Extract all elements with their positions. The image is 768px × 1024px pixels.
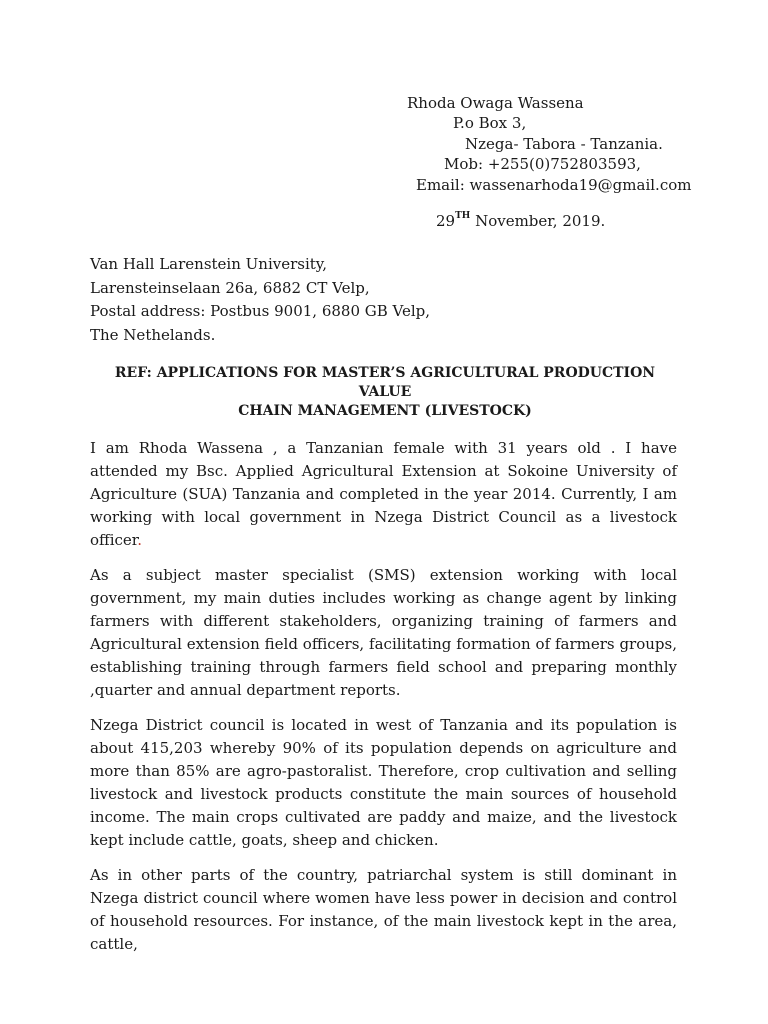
reference-line-2: CHAIN MANAGEMENT (LIVESTOCK) xyxy=(238,403,532,419)
reference-heading xyxy=(90,364,680,421)
body-paragraph-3: Nzega District council is located in west of Tanzania and its population is about 415,203 whereby 90% of its population depends on agriculture and more than 85% are agro-pastoralist. Therefore, crop cultivation and selling livestock and livestock products constitute the main sources of household income. The main crops cultivated are paddy and maize, and the livestock kept include cattle, goats, sheep and chicken. xyxy=(90,716,677,849)
body-paragraph-4: As in other parts of the country, patriarchal system is still dominant in Nzega district council where women have less power in decision and control of household resources. For instance, of the main livestock kept in the area, cattle, xyxy=(90,866,677,953)
letter-body xyxy=(90,437,677,968)
sender-mobile: Mob: +255(0)752803593, xyxy=(444,155,641,173)
date-suffix: TH xyxy=(455,211,471,221)
body-paragraph-2: As a subject master specialist (SMS) extension working with local government, my main duties includes working as change agent by linking farmers with different stakeholders, organizing training of farmers and Agricultural extension field officers, facilitating formation of farmers groups, establishing training through farmers field school and preparing monthly ,quarter and annual department reports. xyxy=(90,566,677,699)
date-month-year: November, 2019. xyxy=(470,212,606,230)
paragraph-1-text: I am Rhoda Wassena , a Tanzanian female with 31 years old . I have attended my Bsc. Applied Agricultural Extension at Sokoine University of Agriculture (SUA) Tanzania and completed in the year 2014. Currently, I am working with local government in Nzega District Council as a livestock officer xyxy=(90,439,677,549)
sender-po-box: P.o Box 3, xyxy=(453,114,527,132)
recipient-address-block xyxy=(90,253,690,347)
recipient-institution: Van Hall Larenstein University, xyxy=(90,255,328,273)
body-paragraph-1 xyxy=(90,437,677,552)
recipient-postal: Postal address: Postbus 9001, 6880 GB Velp, xyxy=(90,302,431,320)
sender-email: Email: wassenarhoda19@gmail.com xyxy=(416,176,692,194)
paragraph-1-period: . xyxy=(137,531,143,549)
date-day: 29 xyxy=(436,212,456,230)
letter-date xyxy=(436,210,605,233)
sender-location: Nzega- Tabora - Tanzania. xyxy=(465,135,663,153)
recipient-country: The Nethelands. xyxy=(90,325,216,344)
recipient-street: Larensteinselaan 26a, 6882 CT Velp, xyxy=(90,278,370,297)
sender-name: Rhoda Owaga Wassena xyxy=(407,94,584,112)
reference-line-1: REF: APPLICATIONS FOR MASTER’S AGRICULTURAL PRODUCTION VALUE xyxy=(114,365,656,400)
